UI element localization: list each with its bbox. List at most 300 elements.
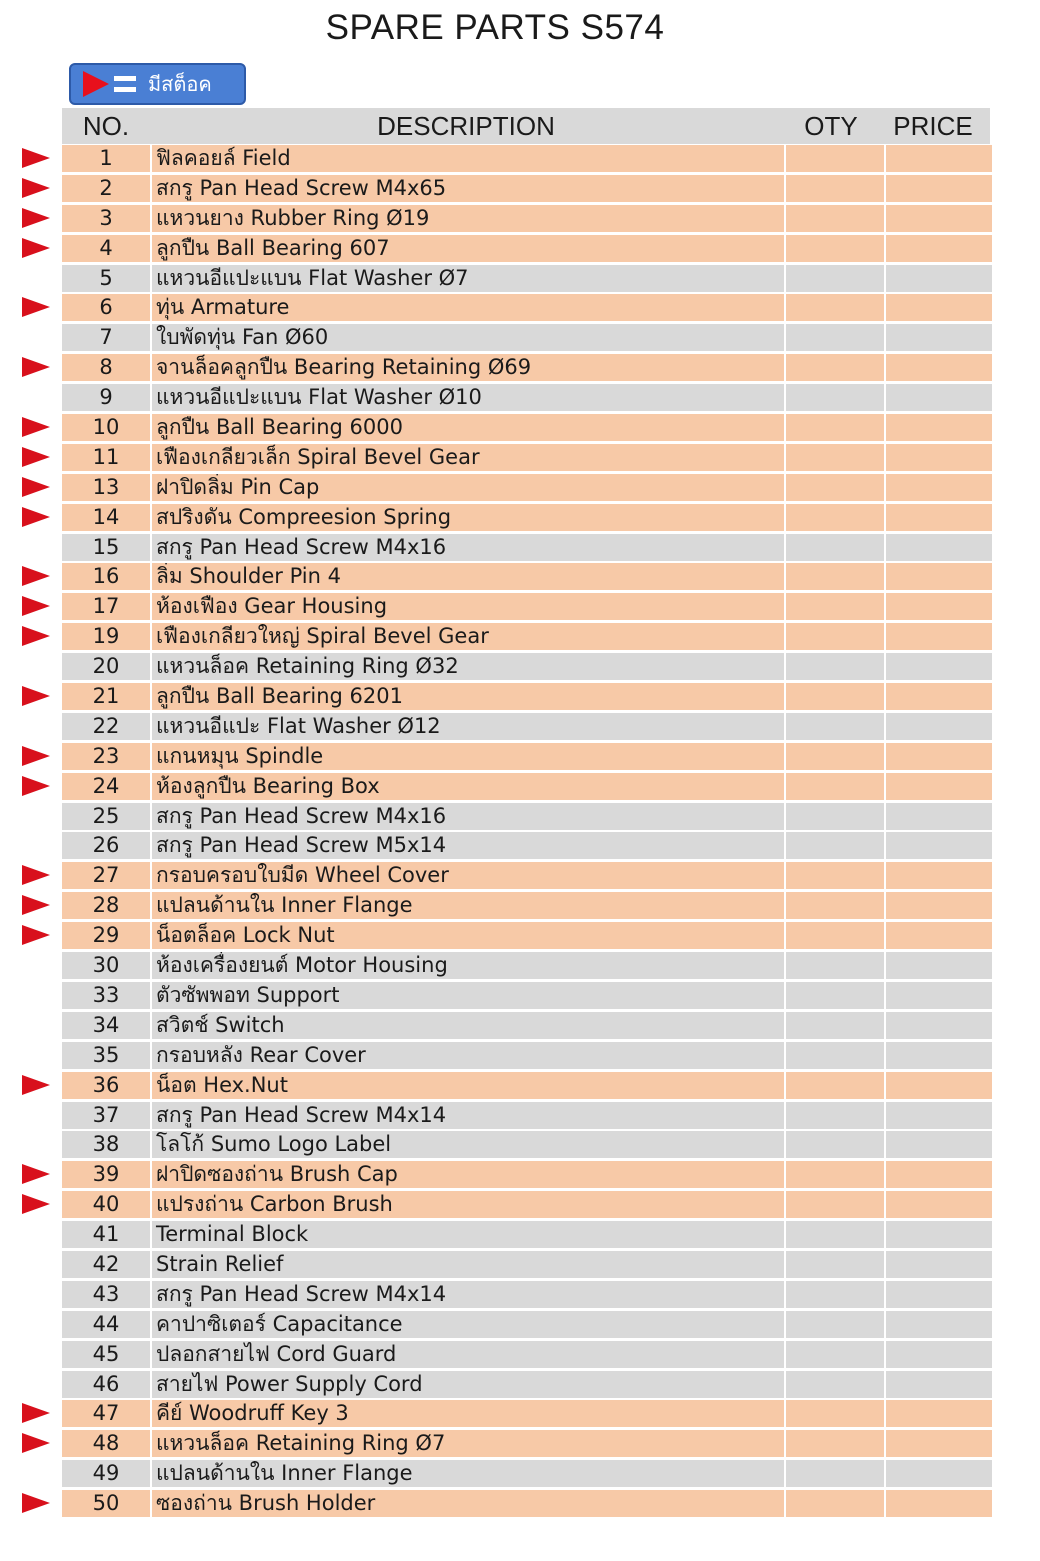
part-qty [786, 324, 884, 351]
marker-slot [20, 922, 52, 949]
red-triangle-icon [22, 1164, 50, 1184]
stock-legend-label: มีสต็อค [148, 72, 212, 96]
table-row [62, 1102, 990, 1129]
table-row [62, 474, 990, 501]
marker-slot [20, 235, 52, 262]
spare-parts-table [62, 108, 990, 1520]
part-description: น็อต Hex.Nut [152, 1072, 784, 1099]
part-description: Strain Relief [152, 1251, 784, 1278]
part-description: แหวนล็อค Retaining Ring Ø32 [152, 653, 784, 680]
red-triangle-icon [22, 238, 50, 258]
part-description: ใบพัดทุ่น Fan Ø60 [152, 324, 784, 351]
table-row [62, 1191, 990, 1218]
table-row [62, 205, 990, 232]
part-description: กรอบหลัง Rear Cover [152, 1042, 784, 1069]
part-price [886, 534, 992, 561]
red-triangle-icon [22, 477, 50, 497]
table-row [62, 1281, 990, 1308]
part-price [886, 563, 992, 590]
page-title: SPARE PARTS S574 [325, 8, 665, 47]
red-triangle-icon [22, 566, 50, 586]
part-price [886, 803, 992, 830]
part-qty [786, 175, 884, 202]
part-number: 33 [62, 982, 150, 1009]
table-body [62, 145, 990, 1517]
red-triangle-icon [22, 596, 50, 616]
part-description: คาปาซิเตอร์ Capacitance [152, 1311, 784, 1338]
red-triangle-icon [22, 178, 50, 198]
marker-slot [20, 892, 52, 919]
marker-slot [20, 862, 52, 889]
table-row [62, 1042, 990, 1069]
marker-slot [20, 1131, 52, 1158]
marker-slot [20, 414, 52, 441]
marker-slot [20, 175, 52, 202]
equals-icon [114, 76, 136, 92]
part-qty [786, 1490, 884, 1517]
part-qty [786, 1012, 884, 1039]
part-number: 3 [62, 205, 150, 232]
part-description: แปลนด้านใน Inner Flange [152, 892, 784, 919]
table-row [62, 653, 990, 680]
red-triangle-icon [22, 1194, 50, 1214]
part-number: 13 [62, 474, 150, 501]
part-price [886, 862, 992, 889]
marker-slot [20, 1042, 52, 1069]
table-row [62, 1221, 990, 1248]
part-qty [786, 713, 884, 740]
part-description: สายไฟ Power Supply Cord [152, 1371, 784, 1398]
part-description: Terminal Block [152, 1221, 784, 1248]
part-number: 24 [62, 773, 150, 800]
part-number: 37 [62, 1102, 150, 1129]
header-description: DESCRIPTION [377, 110, 555, 141]
table-row [62, 414, 990, 441]
part-number: 45 [62, 1341, 150, 1368]
table-row [62, 504, 990, 531]
part-number: 19 [62, 623, 150, 650]
part-price [886, 1460, 992, 1487]
part-description: แหวนยาง Rubber Ring Ø19 [152, 205, 784, 232]
table-row [62, 832, 990, 859]
red-triangle-icon [22, 417, 50, 437]
table-row [62, 862, 990, 889]
part-price [886, 1191, 992, 1218]
part-price [886, 205, 992, 232]
part-price [886, 1012, 992, 1039]
table-row [62, 1072, 990, 1099]
part-price [886, 982, 992, 1009]
table-row [62, 534, 990, 561]
marker-slot [20, 713, 52, 740]
part-description: แปรงถ่าน Carbon Brush [152, 1191, 784, 1218]
part-price [886, 354, 992, 381]
part-number: 5 [62, 265, 150, 292]
part-qty [786, 832, 884, 859]
part-price [886, 892, 992, 919]
part-price [886, 324, 992, 351]
part-description: แกนหมุน Spindle [152, 743, 784, 770]
part-number: 17 [62, 593, 150, 620]
header-qty: OTY [804, 110, 858, 141]
part-number: 39 [62, 1161, 150, 1188]
red-triangle-icon [83, 71, 109, 97]
part-price [886, 1161, 992, 1188]
part-price [886, 623, 992, 650]
header-price: PRICE [893, 110, 973, 141]
part-price [886, 294, 992, 321]
part-number: 16 [62, 563, 150, 590]
marker-slot [20, 623, 52, 650]
part-qty [786, 1131, 884, 1158]
marker-slot [20, 593, 52, 620]
red-triangle-icon [22, 865, 50, 885]
part-number: 10 [62, 414, 150, 441]
part-number: 29 [62, 922, 150, 949]
part-description: ลิ่ม Shoulder Pin 4 [152, 563, 784, 590]
part-price [886, 922, 992, 949]
table-row [62, 1430, 990, 1457]
part-description: ฝาปิดซองถ่าน Brush Cap [152, 1161, 784, 1188]
red-triangle-icon [22, 148, 50, 168]
table-row [62, 175, 990, 202]
part-price [886, 683, 992, 710]
red-triangle-icon [22, 208, 50, 228]
part-number: 34 [62, 1012, 150, 1039]
part-qty [786, 1251, 884, 1278]
part-qty [786, 1281, 884, 1308]
table-row [62, 563, 990, 590]
table-row [62, 324, 990, 351]
marker-slot [20, 1460, 52, 1487]
table-row [62, 1490, 990, 1517]
part-description: ทุ่น Armature [152, 294, 784, 321]
part-qty [786, 773, 884, 800]
part-description: ฟิลคอยล์ Field [152, 145, 784, 172]
marker-slot [20, 504, 52, 531]
part-number: 14 [62, 504, 150, 531]
red-triangle-icon [22, 507, 50, 527]
part-price [886, 265, 992, 292]
marker-slot [20, 1490, 52, 1517]
marker-slot [20, 294, 52, 321]
part-qty [786, 384, 884, 411]
part-price [886, 1042, 992, 1069]
part-price [886, 1251, 992, 1278]
table-row [62, 1311, 990, 1338]
part-qty [786, 952, 884, 979]
red-triangle-icon [22, 626, 50, 646]
marker-slot [20, 1221, 52, 1248]
part-qty [786, 563, 884, 590]
marker-slot [20, 1400, 52, 1427]
part-qty [786, 982, 884, 1009]
part-description: ลูกปืน Ball Bearing 607 [152, 235, 784, 262]
part-number: 7 [62, 324, 150, 351]
part-price [886, 593, 992, 620]
part-price [886, 1131, 992, 1158]
part-number: 43 [62, 1281, 150, 1308]
part-number: 9 [62, 384, 150, 411]
part-number: 44 [62, 1311, 150, 1338]
part-description: แหวนล็อค Retaining Ring Ø7 [152, 1430, 784, 1457]
part-qty [786, 1341, 884, 1368]
part-price [886, 743, 992, 770]
table-row [62, 593, 990, 620]
part-number: 20 [62, 653, 150, 680]
header-no: NO. [82, 110, 130, 141]
red-triangle-icon [22, 1433, 50, 1453]
part-qty [786, 1191, 884, 1218]
part-description: กรอบครอบใบมีด Wheel Cover [152, 862, 784, 889]
marker-slot [20, 384, 52, 411]
marker-slot [20, 653, 52, 680]
stock-legend [69, 63, 246, 105]
table-header [62, 108, 990, 144]
stock-markers-column [20, 145, 52, 1520]
table-row [62, 892, 990, 919]
part-description: แหวนอีแปะแบน Flat Washer Ø10 [152, 384, 784, 411]
marker-slot [20, 1281, 52, 1308]
table-row [62, 982, 990, 1009]
part-qty [786, 444, 884, 471]
part-number: 41 [62, 1221, 150, 1248]
part-number: 30 [62, 952, 150, 979]
part-description: ลูกปืน Ball Bearing 6201 [152, 683, 784, 710]
part-price [886, 1400, 992, 1427]
part-price [886, 1371, 992, 1398]
part-description: สกรู Pan Head Screw M4x16 [152, 534, 784, 561]
part-description: เฟืองเกลียวใหญ่ Spiral Bevel Gear [152, 623, 784, 650]
part-number: 35 [62, 1042, 150, 1069]
part-number: 38 [62, 1131, 150, 1158]
marker-slot [20, 952, 52, 979]
part-description: สกรู Pan Head Screw M4x14 [152, 1281, 784, 1308]
table-row [62, 952, 990, 979]
part-description: โลโก้ Sumo Logo Label [152, 1131, 784, 1158]
red-triangle-icon [22, 895, 50, 915]
part-description: ห้องเฟือง Gear Housing [152, 593, 784, 620]
red-triangle-icon [22, 776, 50, 796]
part-qty [786, 1430, 884, 1457]
part-number: 6 [62, 294, 150, 321]
part-number: 22 [62, 713, 150, 740]
part-number: 49 [62, 1460, 150, 1487]
marker-slot [20, 534, 52, 561]
part-price [886, 474, 992, 501]
part-number: 23 [62, 743, 150, 770]
table-row [62, 145, 990, 172]
table-row [62, 623, 990, 650]
part-description: เฟืองเกลียวเล็ก Spiral Bevel Gear [152, 444, 784, 471]
marker-slot [20, 1191, 52, 1218]
part-description: แหวนอีแปะ Flat Washer Ø12 [152, 713, 784, 740]
part-qty [786, 414, 884, 441]
part-price [886, 235, 992, 262]
table-row [62, 1341, 990, 1368]
part-price [886, 504, 992, 531]
part-description: น็อตล็อค Lock Nut [152, 922, 784, 949]
part-qty [786, 892, 884, 919]
table-row [62, 1371, 990, 1398]
part-price [886, 952, 992, 979]
part-qty [786, 623, 884, 650]
part-qty [786, 1460, 884, 1487]
part-number: 40 [62, 1191, 150, 1218]
marker-slot [20, 1430, 52, 1457]
part-qty [786, 205, 884, 232]
part-number: 1 [62, 145, 150, 172]
part-price [886, 1221, 992, 1248]
part-number: 48 [62, 1430, 150, 1457]
table-row [62, 743, 990, 770]
table-row [62, 1400, 990, 1427]
marker-slot [20, 145, 52, 172]
part-price [886, 1281, 992, 1308]
part-price [886, 832, 992, 859]
part-number: 47 [62, 1400, 150, 1427]
table-row [62, 265, 990, 292]
red-triangle-icon [22, 447, 50, 467]
part-description: สกรู Pan Head Screw M4x14 [152, 1102, 784, 1129]
part-qty [786, 504, 884, 531]
part-qty [786, 145, 884, 172]
table-row [62, 683, 990, 710]
part-price [886, 1072, 992, 1099]
part-number: 50 [62, 1490, 150, 1517]
marker-slot [20, 1161, 52, 1188]
marker-slot [20, 474, 52, 501]
marker-slot [20, 1102, 52, 1129]
marker-slot [20, 1072, 52, 1099]
part-price [886, 773, 992, 800]
red-triangle-icon [22, 1403, 50, 1423]
part-qty [786, 474, 884, 501]
red-triangle-icon [22, 746, 50, 766]
part-number: 8 [62, 354, 150, 381]
table-row [62, 294, 990, 321]
marker-slot [20, 1311, 52, 1338]
part-price [886, 1311, 992, 1338]
table-row [62, 235, 990, 262]
part-qty [786, 1371, 884, 1398]
part-qty [786, 1311, 884, 1338]
table-row [62, 1161, 990, 1188]
part-description: สกรู Pan Head Screw M4x16 [152, 803, 784, 830]
table-row [62, 444, 990, 471]
part-number: 46 [62, 1371, 150, 1398]
part-qty [786, 1072, 884, 1099]
part-description: ลูกปืน Ball Bearing 6000 [152, 414, 784, 441]
part-number: 25 [62, 803, 150, 830]
part-description: สวิตช์ Switch [152, 1012, 784, 1039]
part-price [886, 145, 992, 172]
part-qty [786, 743, 884, 770]
part-description: สกรู Pan Head Screw M5x14 [152, 832, 784, 859]
part-qty [786, 803, 884, 830]
part-number: 11 [62, 444, 150, 471]
part-qty [786, 294, 884, 321]
part-number: 4 [62, 235, 150, 262]
part-qty [786, 1221, 884, 1248]
part-qty [786, 534, 884, 561]
part-price [886, 653, 992, 680]
marker-slot [20, 1341, 52, 1368]
part-qty [786, 683, 884, 710]
marker-slot [20, 982, 52, 1009]
marker-slot [20, 683, 52, 710]
marker-slot [20, 444, 52, 471]
part-qty [786, 653, 884, 680]
part-description: จานล็อคลูกปืน Bearing Retaining Ø69 [152, 354, 784, 381]
part-qty [786, 1161, 884, 1188]
marker-slot [20, 1012, 52, 1039]
table-row [62, 1012, 990, 1039]
red-triangle-icon [22, 1493, 50, 1513]
part-price [886, 713, 992, 740]
part-number: 26 [62, 832, 150, 859]
part-number: 2 [62, 175, 150, 202]
part-description: สกรู Pan Head Screw M4x65 [152, 175, 784, 202]
part-qty [786, 1400, 884, 1427]
part-qty [786, 922, 884, 949]
red-triangle-icon [22, 1075, 50, 1095]
part-price [886, 1490, 992, 1517]
part-qty [786, 1042, 884, 1069]
part-number: 36 [62, 1072, 150, 1099]
part-number: 21 [62, 683, 150, 710]
part-price [886, 1102, 992, 1129]
marker-slot [20, 803, 52, 830]
part-price [886, 1341, 992, 1368]
part-price [886, 384, 992, 411]
part-price [886, 1430, 992, 1457]
table-row [62, 773, 990, 800]
part-price [886, 175, 992, 202]
table-row [62, 1131, 990, 1158]
part-qty [786, 593, 884, 620]
part-description: แหวนอีแปะแบน Flat Washer Ø7 [152, 265, 784, 292]
marker-slot [20, 773, 52, 800]
part-number: 27 [62, 862, 150, 889]
red-triangle-icon [22, 357, 50, 377]
part-description: ตัวซัพพอท Support [152, 982, 784, 1009]
marker-slot [20, 1251, 52, 1278]
marker-slot [20, 265, 52, 292]
part-number: 42 [62, 1251, 150, 1278]
red-triangle-icon [22, 925, 50, 945]
table-row [62, 1251, 990, 1278]
table-row [62, 384, 990, 411]
part-description: สปริงดัน Compreesion Spring [152, 504, 784, 531]
part-description: ซองถ่าน Brush Holder [152, 1490, 784, 1517]
part-number: 15 [62, 534, 150, 561]
part-qty [786, 862, 884, 889]
marker-slot [20, 563, 52, 590]
part-qty [786, 1102, 884, 1129]
part-qty [786, 265, 884, 292]
part-description: ฝาปิดลิ่ม Pin Cap [152, 474, 784, 501]
part-description: ห้องเครื่องยนต์ Motor Housing [152, 952, 784, 979]
part-description: คีย์ Woodruff Key 3 [152, 1400, 784, 1427]
table-row [62, 1460, 990, 1487]
part-qty [786, 354, 884, 381]
marker-slot [20, 324, 52, 351]
red-triangle-icon [22, 297, 50, 317]
marker-slot [20, 354, 52, 381]
marker-slot [20, 1371, 52, 1398]
table-row [62, 713, 990, 740]
